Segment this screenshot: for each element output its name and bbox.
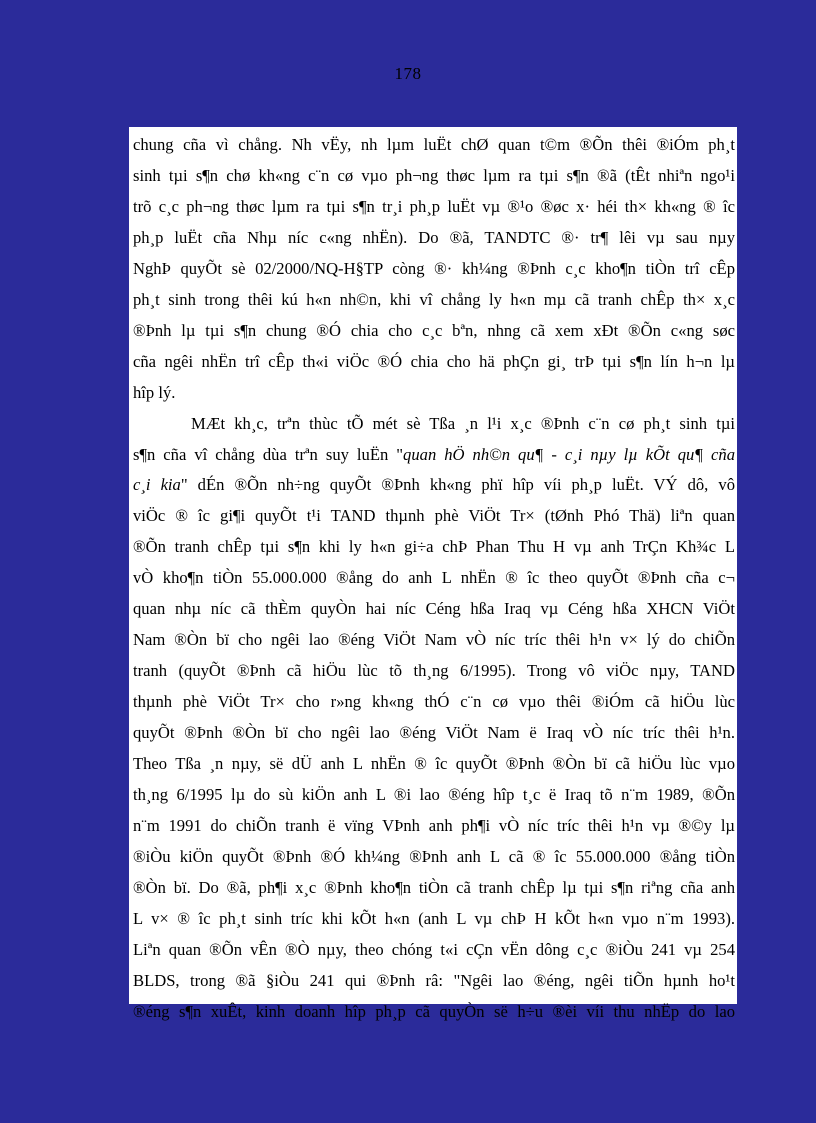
- document-page: [129, 127, 737, 1021]
- text-line: BLDS, trong ®ã §iÒu 241 qui ®Þnh râ: "Ngêi lao ®éng, ngêi tiÕn hµnh ho¹t: [133, 970, 735, 990]
- text-line: viÖc ® îc gi¶i quyÕt t¹i TAND thµnh phè ViÖt Tr× (tØnh Phó Thä) liªn quan: [133, 506, 735, 526]
- text-line: Theo Tßa ¸n nµy, së dÜ anh L nhËn ® îc quyÕt ®Þnh ®Òn bï cã hiÖu lùc vµo: [133, 754, 735, 774]
- text-line: n¨m 1991 do chiÕn tranh ë vïng VÞnh anh ph¶i vÒ níc tríc thêi h¹n vµ ®©y lµ: [133, 815, 735, 835]
- text-line: trõ c¸c ph¬ng thøc lµm ra tµi s¶n tr¸i ph¸p luËt vµ ®¹o ®øc x· héi th× kh«ng ® îc: [133, 196, 735, 216]
- text-line: Nam ®Òn bï cho ngêi lao ®éng ViÖt Nam vÒ níc tríc thêi h¹n v× lý do chiÕn: [133, 630, 735, 650]
- text-line: ®Òn bï. Do ®ã, ph¶i x¸c ®Þnh kho¶n tiÒn cã tranh chÊp lµ tµi s¶n riªng cña anh: [133, 877, 735, 897]
- text-line: cña ngêi nhËn trî cÊp th«i viÖc ®Ó chia cho hä phÇn gi¸ trÞ tµi s¶n lín h¬n lµ: [133, 351, 735, 371]
- text-line: hîp lý.: [133, 382, 176, 402]
- text-line: MÆt kh¸c, trªn thùc tÕ mét sè Tßa ¸n l¹i x¸c ®Þnh c¨n cø ph¸t sinh tµi: [191, 413, 735, 433]
- text-line: ®éng s¶n xuÊt, kinh doanh hîp ph¸p cã quyÒn së h÷u ®èi víi thu nhËp do lao: [133, 1001, 735, 1021]
- text-line: ®Þnh lµ tµi s¶n chung ®Ó chia cho c¸c bªn, nhng cã xem xÐt ®Õn c«ng søc: [133, 320, 735, 340]
- paragraph: [133, 130, 735, 409]
- text-line: ph¸t sinh trong thêi kú h«n nh©n, khi vî chång ly h«n mµ cã tranh chÊp th× x¸c: [133, 289, 735, 309]
- text-line: Liªn quan ®Õn vÊn ®Ò nµy, theo chóng t«i cÇn vËn dông c¸c ®iÒu 241 vµ 254: [133, 939, 735, 959]
- text-line: ph¸p luËt cña Nhµ níc c«ng nhËn). Do ®ã, TANDTC ®· tr¶ lêi vµ sau nµy: [133, 227, 735, 247]
- text-line: ®Õn tranh chÊp tµi s¶n khi ly h«n gi÷a chÞ Phan Thu H vµ anh TrÇn Kh¾c L: [133, 537, 735, 557]
- text-line: NghÞ quyÕt sè 02/2000/NQ-H§TP còng ®· kh¼ng ®Þnh c¸c kho¶n tiÒn trî cÊp: [133, 258, 735, 278]
- body-text: [133, 130, 735, 1028]
- text-line: th¸ng 6/1995 lµ do sù kiÖn anh L ®i lao ®éng hîp t¸c ë Iraq tõ n¨m 1989, ®Õn: [133, 785, 735, 805]
- text-line: s¶n cña vî chång dùa trªn suy luËn "quan hÖ nh©n qu¶ - c¸i nµy lµ kÕt qu¶ cña: [133, 444, 735, 464]
- paragraph: [133, 409, 735, 1028]
- text-line: chung cña vì chång. Nh vËy, nh lµm luËt chØ quan t©m ®Õn thêi ®iÓm ph¸t: [133, 135, 735, 154]
- text-line: thµnh phè ViÖt Tr× cho r»ng kh«ng thÓ c¨n cø vµo thêi ®iÓm cã hiÖu lùc: [133, 692, 735, 712]
- text-line: ®iÒu kiÖn quyÕt ®Þnh ®Ó kh¼ng ®Þnh anh L cã ® îc 55.000.000 ®ång tiÒn: [133, 846, 735, 866]
- text-line: vÒ kho¶n tiÒn 55.000.000 ®ång do anh L nhËn ® îc theo quyÕt ®Þnh cña c¬: [133, 568, 735, 588]
- text-line: L v× ® îc ph¸t sinh tríc khi kÕt h«n (anh L vµ chÞ H kÕt h«n vµo n¨m 1993).: [133, 908, 735, 928]
- text-line: c¸i kia" dÉn ®Õn nh÷ng quyÕt ®Þnh kh«ng phï hîp víi ph¸p luËt. VÝ dô, vô: [133, 475, 735, 495]
- text-line: sinh tµi s¶n chø kh«ng c¨n cø vµo ph¬ng thøc lµm ra tµi s¶n ®ã (tÊt nhiªn ngo¹i: [133, 165, 735, 185]
- page-number: 178: [394, 64, 422, 83]
- text-line: quan nhµ níc cã thÈm quyÒn hai níc Céng hßa Iraq vµ Céng hßa XHCN ViÖt: [133, 599, 735, 619]
- text-line: tranh (quyÕt ®Þnh cã hiÖu lùc tõ th¸ng 6/1995). Trong vô viÖc nµy, TAND: [133, 661, 735, 681]
- text-line: quyÕt ®Þnh ®Òn bï cho ngêi lao ®éng ViÖt Nam ë Iraq vÒ níc tríc thêi h¹n.: [133, 723, 735, 743]
